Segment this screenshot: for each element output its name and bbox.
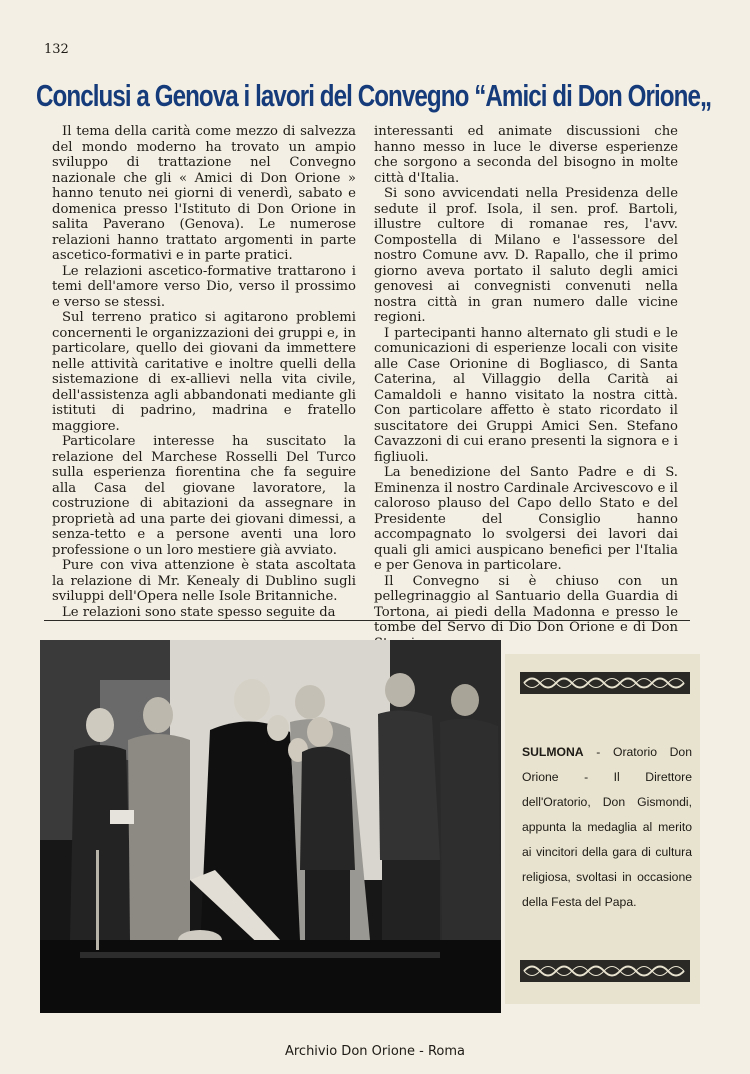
section-divider: [44, 620, 690, 621]
decorative-band-bottom-icon: [520, 960, 690, 982]
paragraph: Le relazioni ascetico-formative trattarono i temi dell'amore verso Dio, verso il prossimo e verso se stessi.: [52, 263, 356, 310]
caption-text: - Oratorio Don Orione - Il Direttore dell'Oratorio, Don Gismondi, appunta la medaglia al merito ai vincitori della gara di cultura religiosa, svoltasi in occasione della Festa del Papa.: [522, 745, 692, 909]
right-column: [374, 124, 678, 651]
paragraph: Il tema della carità come mezzo di salvezza del mondo moderno ha trovato un ampio sviluppo di trattazione nel Convegno nazionale che gli « Amici di Don Orione » hanno tenuto nei giorni di venerdì, sabato e domenica presso l'Istituto di Don Orione in salita Paverano (Genova). Le numerose relazioni hanno trattato argomenti in parte ascetico-formativi e in parte pratici.: [52, 124, 356, 263]
paragraph: interessanti ed animate discussioni che hanno messo in luce le diverse esperienze che sorgono a seconda del bisogno in molte città d'Italia.: [374, 124, 678, 186]
paragraph: La benedizione del Santo Padre e di S. Eminenza il nostro Cardinale Arcivescovo e il caloroso plauso del Capo dello Stato e del Presidente del Consiglio hanno accompagnato lo svolgersi dei lavori dai quali gli amici auspicano benefici per l'Italia e per Genova in particolare.: [374, 465, 678, 573]
paragraph: Pure con viva attenzione è stata ascoltata la relazione di Mr. Kenealy di Dublino sugli sviluppi dell'Opera nelle Isole Britanniche.: [52, 558, 356, 604]
paragraph: Particolare interesse ha suscitato la relazione del Marchese Rosselli Del Turco sulla esperienza fiorentina che fa seguire alla Casa del giovane lavoratore, la costruzione di abitazioni da assegnare in proprietà ad una parte dei giovani dimessi, a senza-tetto e a persone aventi una loro professione o un loro mestiere già avviato.: [52, 434, 356, 558]
photo-caption: [522, 740, 692, 915]
decorative-band-top-icon: [520, 672, 690, 694]
paragraph: Sul terreno pratico si agitarono problemi concernenti le organizzazioni dei gruppi e, in particolare, quello dei giovani da immettere nelle attività caritative e inoltre quelli della sistemazione di ex-allievi nella vita civile, dell'assistenza agli abbandonati mediante gli istituti di padrino, madrina e fratello maggiore.: [52, 310, 356, 434]
archive-footer: Archivio Don Orione - Roma: [284, 1044, 466, 1059]
page-number: 132: [44, 42, 69, 57]
caption-place: SULMONA: [522, 745, 584, 759]
photo-scene: [40, 640, 501, 1013]
paragraph: Le relazioni sono state spesso seguite da: [62, 604, 336, 620]
paragraph: Il Convegno si è chiuso con un pellegrinaggio al Santuario della Guardia di Tortona, ai piedi della Madonna e presso le tombe del Servo di Dio Don Orione e di Don: [374, 573, 678, 635]
paragraph: Si sono avvicendati nella Presidenza delle sedute il prof. Isola, il sen. prof. Bartoli, illustre cultore di romanae res, l'avv. Compostella di Milano e l'assessore del nostro Comune avv. D. Rapallo, che il primo giorno aveva portato il saluto degli amici genovesi ai convegnisti convenuti nella nostra città in gran numero dalle vicine regioni.: [374, 186, 678, 325]
left-column: [52, 124, 356, 620]
photograph: [40, 640, 501, 1013]
article-title: Conclusi a Genova i lavori del Convegno “Amici di Don Orione„: [36, 78, 712, 113]
paragraph: I partecipanti hanno alternato gli studi e le comunicazioni di esperienze locali con visite alle Case Orionine di Bogliasco, di Santa Caterina, al Villaggio della Carità ai Camaldoli e hanno visitato la nostra città. Con particolare affetto è stato ricordato il suscitatore dei Gruppi Amici Sen. Stefano Cavazzoni di cui erano presenti la signora e i figliuoli.: [374, 325, 678, 465]
